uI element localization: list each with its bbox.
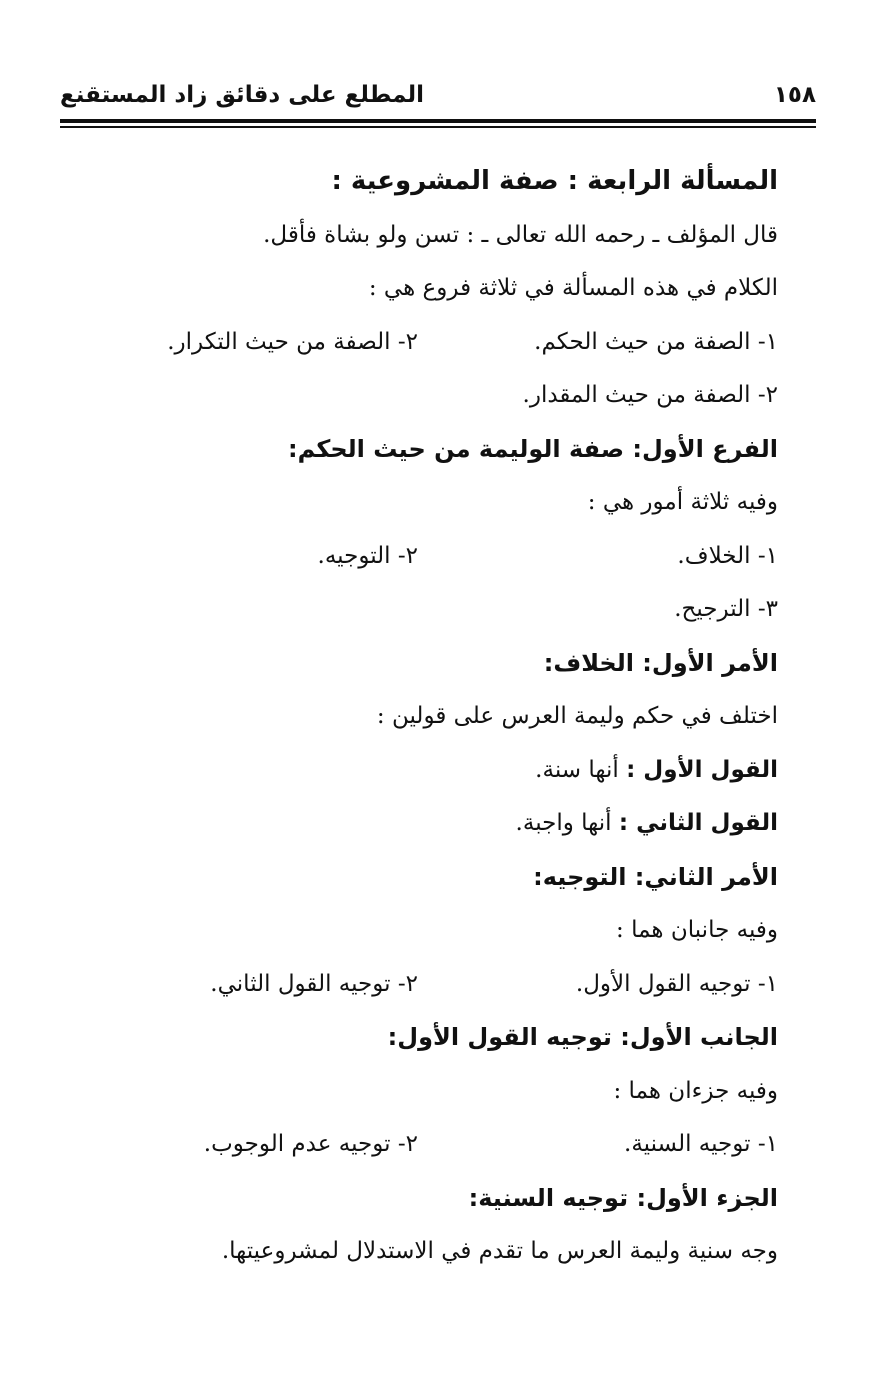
opinion-2-text: أنها واجبة.: [515, 810, 619, 836]
aspect1-heading: الجانب الأول: توجيه القول الأول:: [387, 1023, 778, 1051]
matter-item-1: ١- الخلاف.: [677, 542, 778, 569]
part-item-1: ١- توجيه السنية.: [624, 1131, 778, 1157]
branch-item-1: ١- الصفة من حيث الحكم.: [534, 328, 778, 355]
matter-item-3: ٣- الترجيح.: [674, 596, 778, 622]
part-item-2: ٢- توجيه عدم الوجوب.: [203, 1131, 418, 1157]
book-title: المطلع على دقائق زاد المستقنع: [60, 82, 425, 108]
branches-row-1: [60, 316, 778, 370]
opinion-1: [60, 744, 778, 798]
branch1-heading: الفرع الأول: صفة الوليمة من حيث الحكم:: [287, 434, 778, 463]
part1-heading: الجزء الأول: توجيه السنية:: [468, 1183, 778, 1212]
part1-text: وجه سنية وليمة العرس ما تقدم في الاستدلال لمشروعيتها.: [221, 1238, 778, 1264]
author-quote: قال المؤلف ـ رحمه الله تعالى ـ : تسن ولو بشاة فأقل.: [263, 221, 778, 248]
opinion-1-text: أنها سنة.: [535, 756, 627, 783]
aspects-row-1: [60, 958, 778, 1012]
header-rule-thin: [60, 126, 816, 128]
matter1-heading: الأمر الأول: الخلاف:: [543, 648, 778, 677]
branch-item-2: ٢- الصفة من حيث التكرار.: [167, 328, 418, 355]
matter2-heading: الأمر الثاني: التوجيه:: [533, 862, 778, 891]
page-body: [60, 155, 778, 1279]
aspect-item-1: ١- توجيه القول الأول.: [575, 970, 778, 997]
branch-item-3: ٢- الصفة من حيث المقدار.: [522, 382, 778, 408]
opinion-1-label: القول الأول :: [626, 756, 778, 783]
disagreement-text: اختلف في حكم وليمة العرس على قولين :: [376, 703, 778, 729]
aspect-item-2: ٢- توجيه القول الثاني.: [210, 970, 418, 997]
running-header: [60, 78, 816, 116]
aspects-intro: وفيه جانبان هما :: [616, 917, 778, 943]
opinion-2-label: القول الثاني :: [618, 810, 778, 836]
opinion-2: [60, 797, 778, 851]
matters-row-1: [60, 530, 778, 584]
page-number: ١٥٨: [773, 82, 816, 108]
branches-intro: الكلام في هذه المسألة في ثلاثة فروع هي :: [368, 275, 778, 301]
parts-intro: وفيه جزءان هما :: [613, 1077, 778, 1104]
matters-intro: وفيه ثلاثة أمور هي :: [587, 489, 778, 515]
header-rule-thick: [60, 119, 816, 123]
parts-row-1: [60, 1118, 778, 1172]
matter-item-2: ٢- التوجيه.: [317, 542, 418, 569]
issue-heading: المسألة الرابعة : صفة المشروعية :: [331, 166, 778, 196]
